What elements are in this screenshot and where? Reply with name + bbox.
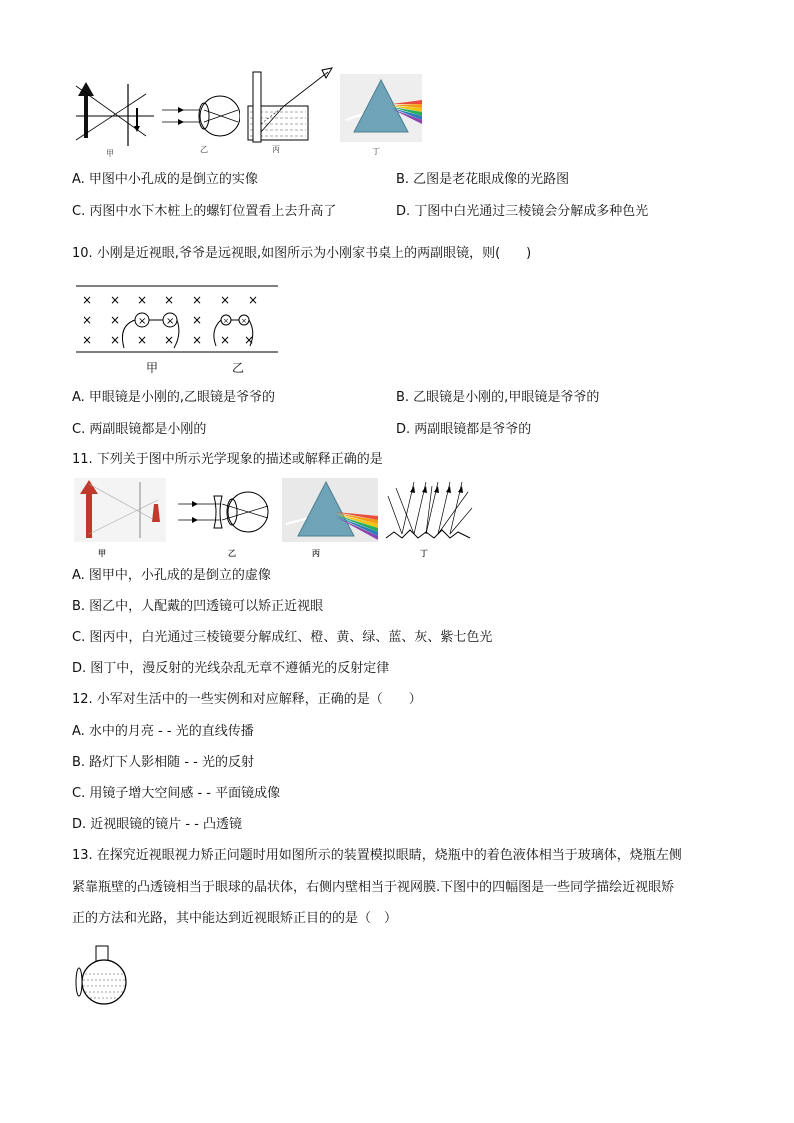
q10-option-b: B. 乙眼镜是小刚的,甲眼镜是爷爷的 <box>396 390 600 405</box>
svg-text:×: × <box>244 333 255 347</box>
q9-option-b: B. 乙图是老花眼成像的光路图 <box>396 172 570 187</box>
q12-option-c: C. 用镜子增大空间感 - - 平面镜成像 <box>72 786 281 801</box>
q9-option-a: A. 甲图中小孔成的是倒立的实像 <box>72 172 258 187</box>
q10-stem: 10. 小刚是近视眼,爷爷是远视眼,如图所示为小刚家书桌上的两副眼镜，则( ) <box>72 246 532 261</box>
q11-figure-bing <box>282 478 378 560</box>
svg-text:×: × <box>82 313 93 327</box>
fig-label: 丁 <box>372 147 380 156</box>
q10-option-a: A. 甲眼镜是小刚的,乙眼镜是爷爷的 <box>72 390 276 405</box>
magnetic-field-glasses-diagram <box>74 282 280 358</box>
water-refraction-diagram <box>244 66 340 144</box>
q10-option-c: C. 两副眼镜都是小刚的 <box>72 422 207 437</box>
svg-text:×: × <box>166 316 175 327</box>
fig-label: 乙 <box>232 361 245 375</box>
q12-option-d: D. 近视眼镜的镜片 - - 凸透镜 <box>72 817 243 832</box>
svg-text:×: × <box>220 333 231 347</box>
q11-figure-yi <box>176 484 272 560</box>
svg-text:×: × <box>223 317 229 325</box>
pinhole-diagram <box>70 78 154 148</box>
q11-figure-jia <box>74 478 166 558</box>
fig-label: 乙 <box>228 549 236 558</box>
svg-text:×: × <box>164 293 175 307</box>
svg-text:×: × <box>248 293 259 307</box>
fig-label: 丙 <box>272 145 280 154</box>
fig-label: 丁 <box>420 549 428 558</box>
diffuse-reflection-diagram <box>384 478 474 544</box>
prism-dispersion-diagram <box>282 478 378 542</box>
q13-stem-line-1: 13. 在探究近视眼视力矫正问题时用如图所示的装置模拟眼睛，烧瓶中的着色液体相当于玻璃体，烧瓶左侧 <box>72 848 682 863</box>
svg-text:×: × <box>192 333 203 347</box>
q9-figure-bing <box>244 66 340 154</box>
svg-text:×: × <box>241 317 247 325</box>
q12-option-b: B. 路灯下人影相随 - - 光的反射 <box>72 755 254 770</box>
svg-text:×: × <box>82 293 93 307</box>
svg-text:×: × <box>110 313 121 327</box>
q9-figure-ding <box>340 74 422 156</box>
svg-text:×: × <box>192 293 203 307</box>
svg-text:×: × <box>82 333 93 347</box>
q11-option-b: B. 图乙中，人配戴的凹透镜可以矫正近视眼 <box>72 599 324 614</box>
q9-figure-jia <box>70 78 154 158</box>
q11-option-a: A. 图甲中，小孔成的是倒立的虚像 <box>72 568 271 583</box>
q12-option-a: A. 水中的月亮 - - 光的直线传播 <box>72 724 254 739</box>
svg-text:×: × <box>137 293 148 307</box>
q13-flask-figure <box>72 944 134 1008</box>
q11-option-c: C. 图丙中，白光通过三棱镜要分解成红、橙、黄、绿、蓝、灰、紫七色光 <box>72 630 493 645</box>
prism-dispersion-diagram <box>340 74 422 142</box>
fig-label: 甲 <box>98 549 106 558</box>
q12-stem: 12. 小军对生活中的一些实例和对应解释，正确的是（ ） <box>72 692 422 707</box>
fig-label: 乙 <box>200 145 208 154</box>
fig-label: 甲 <box>106 149 114 158</box>
q13-stem-line-2: 紧靠瓶壁的凸透镜相当于眼球的晶状体，右侧内壁相当于视网膜.下图中的四幅图是一些同学描绘近视眼矫 <box>72 880 675 895</box>
concave-lens-eye-diagram <box>176 484 272 540</box>
svg-text:×: × <box>110 333 121 347</box>
svg-text:×: × <box>220 293 231 307</box>
q9-figure-yi <box>160 88 240 154</box>
eye-diagram <box>160 88 240 144</box>
q11-stem: 11. 下列关于图中所示光学现象的描述或解释正确的是 <box>72 452 383 467</box>
svg-text:×: × <box>192 313 203 327</box>
fig-label: 丙 <box>312 549 320 558</box>
q11-figure-ding <box>384 478 474 560</box>
pinhole-diagram <box>74 478 166 542</box>
q10-option-d: D. 两副眼镜都是爷爷的 <box>396 422 532 437</box>
flask-eye-model-diagram <box>72 944 134 1008</box>
q11-option-d: D. 图丁中，漫反射的光线杂乱无章不遵循光的反射定律 <box>72 661 390 676</box>
q13-stem-line-3: 正的方法和光路，其中能达到近视眼矫正目的的是（ ） <box>72 911 398 926</box>
q9-option-d: D. 丁图中白光通过三棱镜会分解成多种色光 <box>396 204 649 219</box>
q10-figure <box>74 282 280 378</box>
svg-text:×: × <box>110 293 121 307</box>
fig-label: 甲 <box>146 361 159 375</box>
svg-text:×: × <box>137 333 148 347</box>
svg-text:×: × <box>138 316 147 327</box>
q9-option-c: C. 丙图中水下木桩上的螺钉位置看上去升高了 <box>72 204 337 219</box>
svg-text:×: × <box>164 333 175 347</box>
